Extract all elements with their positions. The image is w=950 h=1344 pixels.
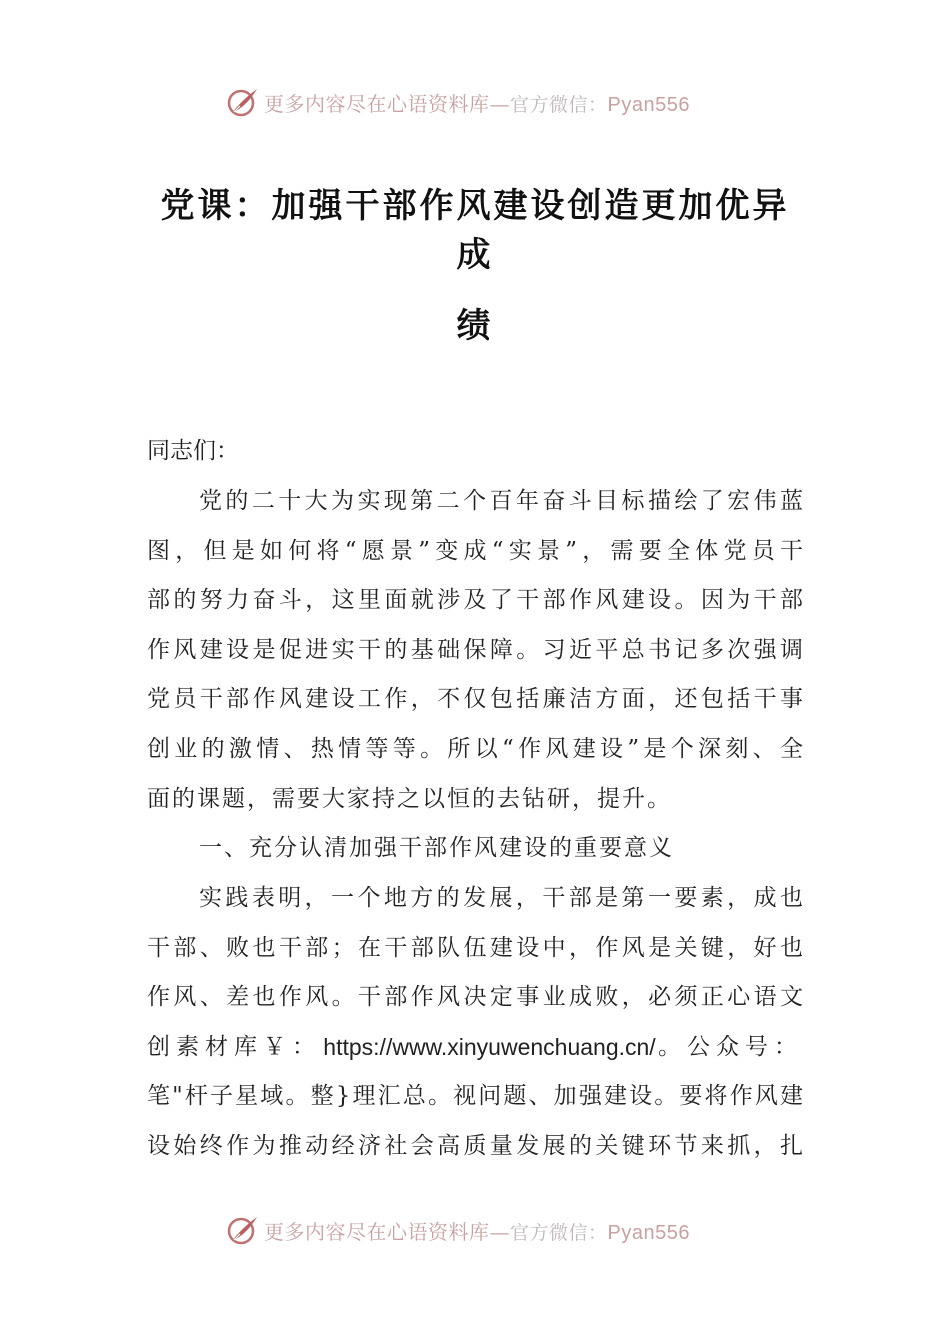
paragraph-line: 设始终作为推动经济社会高质量发展的关键环节来抓，扎	[147, 1133, 803, 1159]
paragraph-text: 。公众号：	[658, 1034, 803, 1060]
paragraph-line: 实践表明，一个地方的发展，干部是第一要素，成也	[199, 885, 803, 911]
paragraph-line: 部的努力奋斗，这里面就涉及了干部作风建设。因为干部	[147, 587, 803, 613]
paragraph-line: 党的二十大为实现第二个百年奋斗目标描绘了宏伟蓝	[199, 488, 803, 514]
watermark-text: 更多内容尽在心语资料库—官方微信：Pyan556	[264, 1219, 690, 1244]
paragraph-line: 创业的激情、热情等等。所以“作风建设”是个深刻、全	[147, 736, 803, 762]
paragraph-line-with-url	[147, 1032, 803, 1062]
section-heading: 一、充分认清加强干部作风建设的重要意义	[199, 835, 674, 861]
watermark-banner-top	[0, 82, 950, 122]
paragraph-line: 作风建设是促进实干的基础保障。习近平总书记多次强调	[147, 637, 803, 663]
paragraph-line: 图，但是如何将“愿景”变成“实景”，需要全体党员干	[147, 538, 803, 564]
paragraph-line: 面的课题，需要大家持之以恒的去钻研，提升。	[147, 786, 672, 812]
document-title-line-1: 党课：加强干部作风建设创造更加优异成	[160, 186, 790, 275]
quill-logo-icon	[226, 1213, 260, 1247]
paragraph-line: 党员干部作风建设工作，不仅包括廉洁方面，还包括干事	[147, 686, 803, 712]
watermark-banner-bottom	[0, 1210, 950, 1250]
document-title-line-2: 绩	[456, 306, 494, 346]
watermark-text: 更多内容尽在心语资料库—官方微信：Pyan556	[264, 91, 690, 116]
paragraph-line: 笔"杆子星域。整}理汇总。视问题、加强建设。要将作风建	[147, 1083, 803, 1109]
paragraph-line: 干部、败也干部；在干部队伍建设中，作风是关键，好也	[147, 935, 803, 961]
paragraph-line: 作风、差也作风。干部作风决定事业成败，必须正心语文	[147, 984, 803, 1010]
paragraph-text: 创素材库￥：	[147, 1034, 321, 1060]
greeting: 同志们：	[147, 438, 239, 464]
website-url-text: https://www.xinyuwenchuang.cn/	[323, 1034, 656, 1060]
quill-logo-icon	[226, 85, 260, 119]
